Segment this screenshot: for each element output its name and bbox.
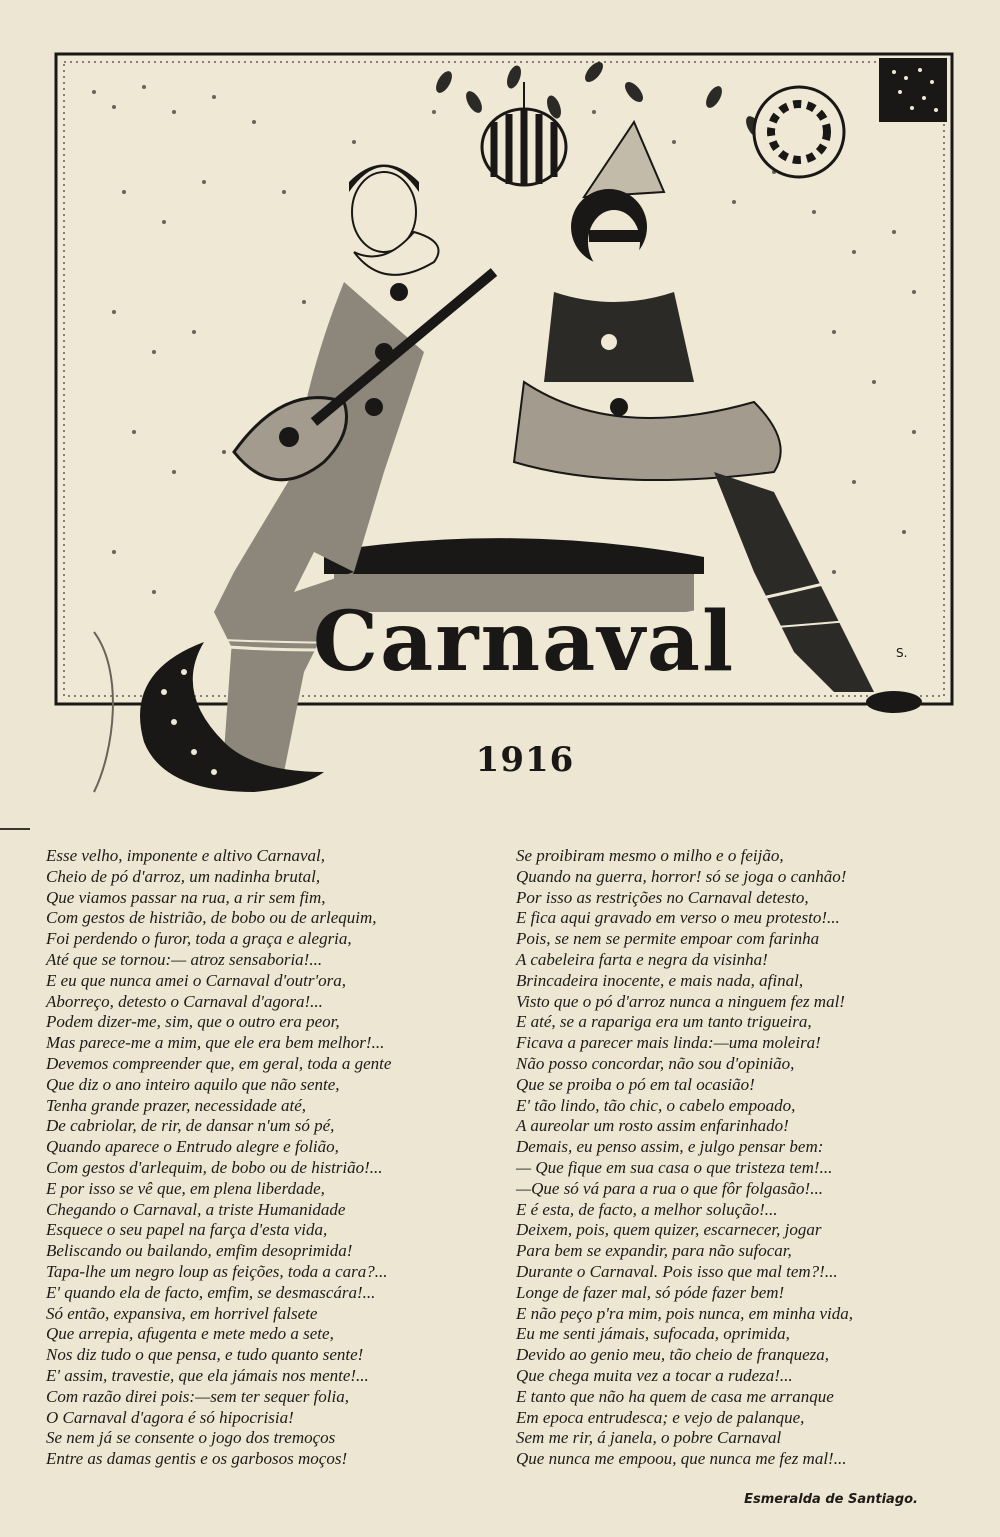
- poem-line: Com razão direi pois:—sem ter sequer folia,: [46, 1386, 350, 1406]
- poem-line: A cabeleira farta e negra da visinha!: [516, 949, 768, 969]
- poem-line: Que se proiba o pó em tal ocasião!: [516, 1074, 755, 1094]
- poem-line: Eu me senti jámais, sufocada, oprimida,: [516, 1324, 790, 1344]
- poem-line: E eu que nunca amei o Carnaval d'outr'ora,: [46, 970, 347, 990]
- poem-line: Quando aparece o Entrudo alegre e folião,: [46, 1137, 339, 1157]
- poem-line: Em epoca entrudesca; e vejo de palanque,: [516, 1407, 805, 1427]
- poem-line: Brincadeira inocente, e mais nada, afinal,: [516, 970, 804, 990]
- year-heading: 1916: [475, 740, 575, 780]
- poem-line: E fica aqui gravado em verso o meu protesto!...: [516, 908, 840, 928]
- poem-line: Cheio de pó d'arroz, um nadinha brutal,: [46, 866, 321, 886]
- poem-line: Com gestos de histrião, de bobo ou de arlequim,: [46, 908, 377, 928]
- poem-column-right: [516, 846, 966, 1470]
- poem-line: Que nunca me empoou, que nunca me fez mal!...: [516, 1449, 847, 1469]
- poem-line: Devido ao genio meu, tão cheio de franqueza,: [516, 1345, 830, 1365]
- poem-line: Só então, expansiva, em horrivel falsete: [46, 1303, 318, 1323]
- poem-line: Se nem já se consente o jogo dos tremoços: [46, 1428, 336, 1448]
- poem-line: Para bem se expandir, para não sufocar,: [516, 1241, 792, 1261]
- poem-line: Até que se tornou:— atroz sensaboria!...: [46, 949, 323, 969]
- poem-line: Beliscando ou bailando, emfim desoprimida!: [46, 1241, 353, 1261]
- poem-line: Ficava a parecer mais linda:—uma moleira!: [516, 1033, 821, 1053]
- poem-line: E é esta, de facto, a melhor solução!...: [516, 1199, 778, 1219]
- poem-line: E' assim, travestie, que ela jámais nos mente!...: [46, 1365, 369, 1385]
- poem-line: Se proibiram mesmo o milho e o feijão,: [516, 846, 784, 865]
- poem-line: Sem me rir, á janela, o pobre Carnaval: [516, 1428, 782, 1448]
- margin-mark: [0, 828, 30, 830]
- poem-line: Durante o Carnaval. Pois isso que mal tem?!...: [516, 1261, 838, 1281]
- poem-line: Nos diz tudo o que pensa, e tudo quanto sente!: [46, 1345, 364, 1365]
- poem-line: Com gestos d'arlequim, de bobo ou de histrião!...: [46, 1157, 383, 1177]
- poem-line: Aborreço, detesto o Carnaval d'agora!...: [46, 991, 323, 1011]
- poem-line: E' tão lindo, tão chic, o cabelo empoado,: [516, 1095, 796, 1115]
- poem-line: E não peço p'ra mim, pois nunca, em minha vida,: [516, 1303, 853, 1323]
- poem-line: Chegando o Carnaval, a triste Humanidade: [46, 1199, 346, 1219]
- poem-line: Deixem, pois, quem quizer, escarnecer, jogar: [516, 1220, 822, 1240]
- poem-column-left: [46, 846, 496, 1470]
- paper-lantern-right: [754, 87, 844, 177]
- poem-line: Longe de fazer mal, só póde fazer bem!: [516, 1282, 785, 1302]
- poem-line: Tapa-lhe um negro loup as feições, toda a cara?...: [46, 1261, 388, 1281]
- artist-initial: S.: [896, 646, 908, 660]
- poem-line: Por isso as restrições no Carnaval detesto,: [516, 887, 809, 907]
- poem-line: Quando na guerra, horror! só se joga o canhão!: [516, 866, 847, 886]
- illustration-title: Carnaval: [312, 594, 736, 690]
- poem-line: Visto que o pó d'arroz nunca a ninguem fez mal!: [516, 991, 845, 1011]
- poem-line: Entre as damas gentis e os garbosos moços!: [46, 1449, 348, 1469]
- poem-line: Devemos compreender que, em geral, toda a gente: [46, 1053, 392, 1073]
- poem-line: Pois, se nem se permite empoar com farinha: [516, 929, 820, 949]
- poem-line: Que diz o ano inteiro aquilo que não sente,: [46, 1074, 340, 1094]
- poem-line: E tanto que não ha quem de casa me arranque: [516, 1386, 834, 1406]
- poem-line: De cabriolar, de rir, de dansar n'um só pé,: [46, 1116, 335, 1136]
- pierrot-and-pierrette-drawing: [54, 52, 954, 812]
- poem-line: Mas parece-me a mim, que ele era bem melhor!...: [46, 1033, 385, 1053]
- poem-line: Esse velho, imponente e altivo Carnaval,: [46, 846, 326, 865]
- poem-line: Que arrepia, afugenta e mete medo a sete,: [46, 1324, 334, 1344]
- poem-line: A aureolar um rosto assim enfarinhado!: [516, 1116, 789, 1136]
- poem-line: E' quando ela de facto, emfim, se desmascára!...: [46, 1282, 376, 1302]
- poem-line: Foi perdendo o furor, toda a graça e alegria,: [46, 929, 352, 949]
- poem-line: E até, se a rapariga era um tanto trigueira,: [516, 1012, 812, 1032]
- carnival-illustration: [54, 52, 954, 812]
- poem-line: Tenha grande prazer, necessidade até,: [46, 1095, 307, 1115]
- corner-ornament: [879, 58, 947, 122]
- poem-line: —Que só vá para a rua o que fôr folgasão!...: [516, 1178, 823, 1198]
- author-signature: Esmeralda de Santiago.: [744, 1492, 918, 1507]
- poem-line: Esquece o seu papel na farça d'esta vida,: [46, 1220, 328, 1240]
- poem-line: Podem dizer-me, sim, que o outro era peor,: [46, 1012, 340, 1032]
- poem-line: Que chega muita vez a tocar a rudeza!...: [516, 1365, 793, 1385]
- poem-line: Que viamos passar na rua, a rir sem fim,: [46, 887, 326, 907]
- poem-line: E por isso se vê que, em plena liberdade,: [46, 1178, 325, 1198]
- poem-line: Demais, eu penso assim, e julgo pensar bem:: [516, 1137, 824, 1157]
- poem-line: — Que fique em sua casa o que tristeza tem!...: [516, 1157, 833, 1177]
- poem-line: Não posso concordar, não sou d'opinião,: [516, 1053, 795, 1073]
- poem-line: O Carnaval d'agora é só hipocrisia!: [46, 1407, 294, 1427]
